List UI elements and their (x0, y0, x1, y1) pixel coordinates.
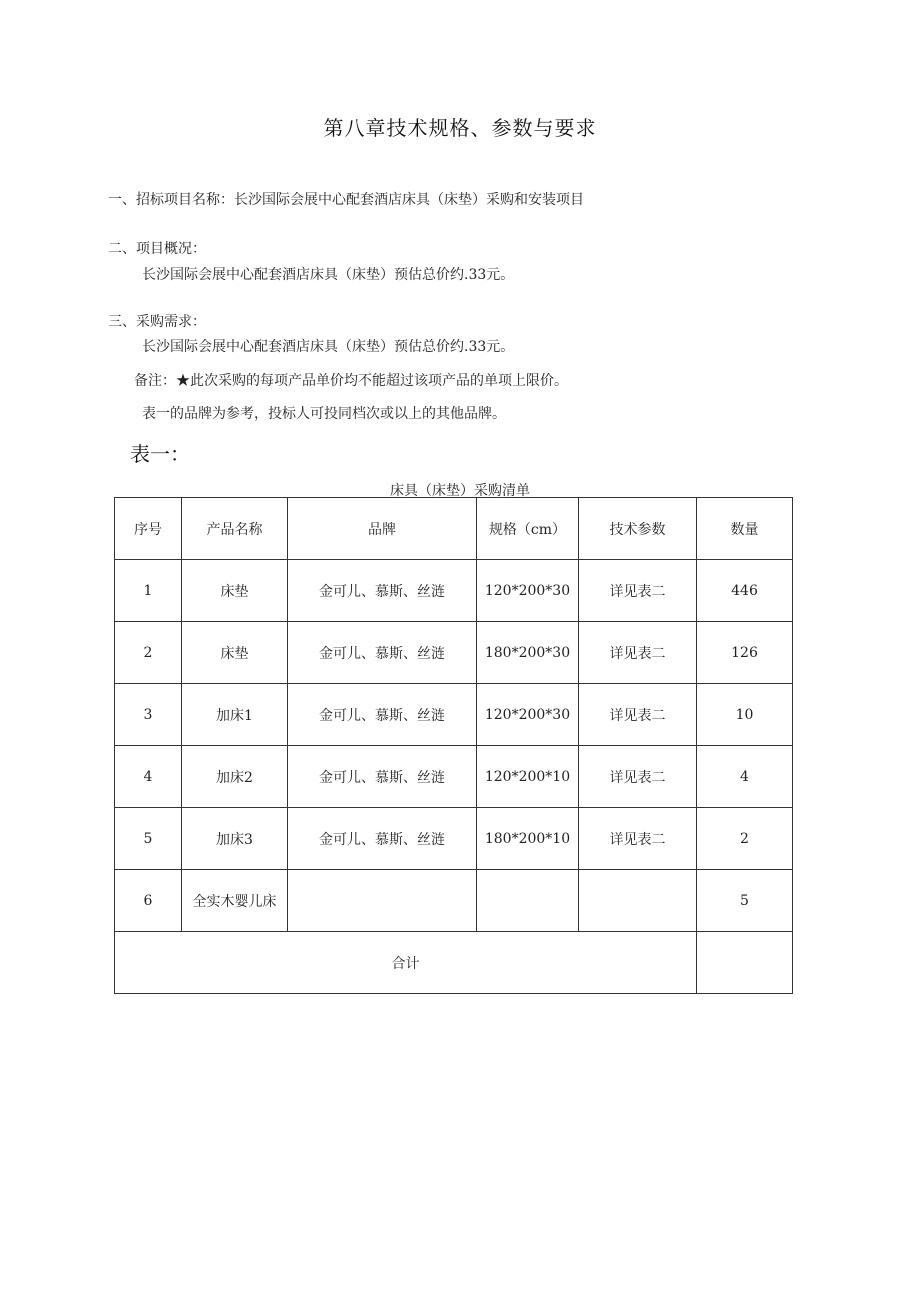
table-cell: 详见表二 (579, 560, 697, 622)
table-cell: 加床1 (182, 684, 288, 746)
table-cell: 120*200*10 (477, 746, 579, 808)
requirements-body: 长沙国际会展中心配套酒店床具（床垫）预估总价约.33元。 (142, 339, 515, 355)
table-cell: 金可儿、慕斯、丝涟 (288, 684, 477, 746)
table-cell: 1 (115, 560, 182, 622)
table-cell: 全实木婴儿床 (182, 870, 288, 932)
total-value (697, 932, 793, 994)
table-cell: 5 (115, 808, 182, 870)
table-row (115, 808, 793, 870)
requirements-note: 备注：★此次采购的每项产品单价均不能超过该项产品的单项上限价。 (134, 373, 568, 389)
table-cell: 加床2 (182, 746, 288, 808)
table-cell (477, 870, 579, 932)
table-cell: 6 (115, 870, 182, 932)
table-cell: 180*200*10 (477, 808, 579, 870)
table-cell: 2 (115, 622, 182, 684)
table-cell: 金可儿、慕斯、丝涟 (288, 808, 477, 870)
table-cell: 床垫 (182, 560, 288, 622)
header-cell: 品牌 (288, 498, 477, 560)
table-cell: 加床3 (182, 808, 288, 870)
page-title: 第八章技术规格、参数与要求 (323, 116, 597, 140)
table-cell: 5 (697, 870, 793, 932)
project-name: 一、招标项目名称：长沙国际会展中心配套酒店床具（床垫）采购和安装项目 (108, 192, 584, 208)
header-cell: 产品名称 (182, 498, 288, 560)
header-cell: 数量 (697, 498, 793, 560)
table-cell: 10 (697, 684, 793, 746)
table-row (115, 684, 793, 746)
table-cell: 金可儿、慕斯、丝涟 (288, 560, 477, 622)
table-cell: 2 (697, 808, 793, 870)
table-cell: 3 (115, 684, 182, 746)
table-row (115, 746, 793, 808)
table-cell: 金可儿、慕斯、丝涟 (288, 622, 477, 684)
header-cell: 规格（cm） (477, 498, 579, 560)
table-cell: 详见表二 (579, 746, 697, 808)
brand-note: 表一的品牌为参考，投标人可投同档次或以上的其他品牌。 (142, 406, 506, 422)
table-cell: 120*200*30 (477, 684, 579, 746)
procurement-table (114, 497, 793, 994)
table-label: 表一： (130, 442, 190, 466)
table-cell: 详见表二 (579, 622, 697, 684)
table-cell: 4 (115, 746, 182, 808)
table-header-row (115, 498, 793, 560)
requirements-heading: 三、采购需求： (108, 314, 206, 330)
table-total-row (115, 932, 793, 994)
table-row (115, 622, 793, 684)
table-cell: 180*200*30 (477, 622, 579, 684)
header-cell: 序号 (115, 498, 182, 560)
table-cell: 446 (697, 560, 793, 622)
table-cell: 金可儿、慕斯、丝涟 (288, 746, 477, 808)
table-caption: 床具（床垫）采购清单 (390, 483, 530, 499)
table-cell (288, 870, 477, 932)
header-cell: 技术参数 (579, 498, 697, 560)
table-cell: 详见表二 (579, 808, 697, 870)
table-cell: 126 (697, 622, 793, 684)
total-label: 合计 (115, 932, 697, 994)
table-row (115, 870, 793, 932)
table-cell: 详见表二 (579, 684, 697, 746)
overview-heading: 二、项目概况： (108, 241, 206, 257)
table-cell: 120*200*30 (477, 560, 579, 622)
table-row (115, 560, 793, 622)
table-cell: 4 (697, 746, 793, 808)
table-cell (579, 870, 697, 932)
overview-body: 长沙国际会展中心配套酒店床具（床垫）预估总价约.33元。 (142, 267, 515, 283)
table-cell: 床垫 (182, 622, 288, 684)
